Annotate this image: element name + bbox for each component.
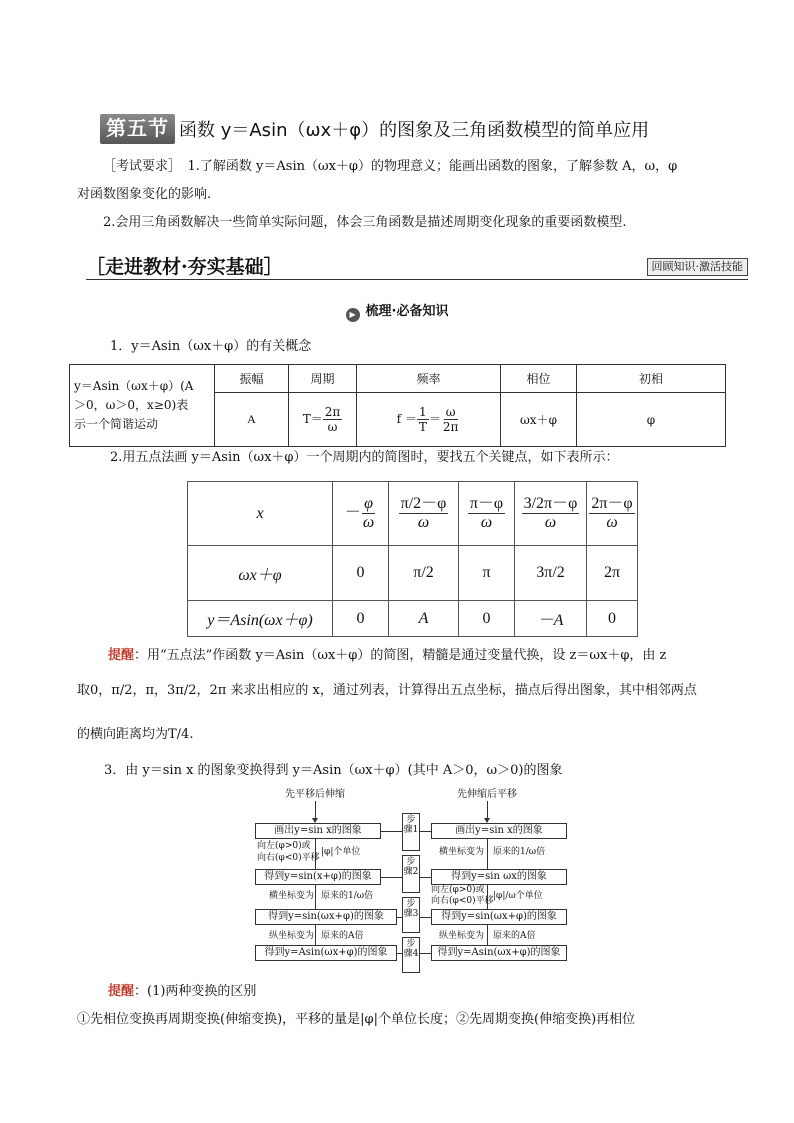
left-note: 向右(φ<0)平移 <box>257 853 320 863</box>
x-value-denominator: ω <box>606 514 618 531</box>
freq-numerator: ω <box>445 405 456 419</box>
hint-2-line-2: ①先相位变换再周期变换(伸缩变换)，平移的量是|φ|个单位长度；②先周期变换(伸缩变换)再相位 <box>77 1012 636 1027</box>
header-amplitude: 振幅 <box>215 365 289 393</box>
x-value-denominator: ω <box>544 514 557 531</box>
left-box: 画出y=sin x的图象 <box>255 823 381 839</box>
connector-line <box>420 953 431 954</box>
x-value <box>515 482 587 546</box>
phase-cell: π/2 <box>389 546 459 601</box>
arrow-line <box>315 801 316 819</box>
banner-title: ［走进教材·夯实基础］ <box>86 256 283 278</box>
row-label-phase: ωx＋φ <box>188 546 333 601</box>
amplitude-value: A <box>215 393 289 447</box>
hint-1-line-2: 取0，π/2，π，3π/2，2π 来求出相应的 x，通过列表，计算得出五点坐标，描点后得出图象，其中相邻两点 <box>77 683 697 698</box>
y-cell: A <box>389 601 459 637</box>
x-value-numerator: φ <box>364 495 373 512</box>
play-icon: ▶ <box>346 308 360 322</box>
banner-tag: 回顾知识·激活技能 <box>647 258 749 276</box>
right-note: 横坐标变为 <box>439 847 485 857</box>
freq-numerator: 1 <box>419 405 427 419</box>
item-1: 1．y＝Asin（ωx＋φ）的有关概念 <box>110 339 312 354</box>
y-cell: －A <box>515 601 587 637</box>
phase-cell: 3π/2 <box>515 546 587 601</box>
connector-line <box>420 877 431 878</box>
frequency-value <box>357 393 501 447</box>
period-prefix: T＝ <box>302 412 323 426</box>
right-note: 纵坐标变为 <box>439 931 485 941</box>
phase-cell: 0 <box>333 546 389 601</box>
left-note: 原来的A倍 <box>321 931 364 941</box>
requirement-line-1: ［考试要求］ 1.了解函数 y＝Asin（ωx＋φ）的物理意义；能画出函数的图象，了解参数 A，ω，φ <box>103 159 678 174</box>
header-frequency: 频率 <box>357 365 501 393</box>
freq-prefix: f ＝ <box>396 412 417 426</box>
y-cell: 0 <box>333 601 389 637</box>
five-point-table <box>187 481 638 637</box>
left-note: 向左(φ>0)或 <box>257 841 311 851</box>
transform-flow-diagram <box>255 787 567 975</box>
header-period: 周期 <box>289 365 357 393</box>
left-note: 纵坐标变为 <box>269 931 315 941</box>
arrow-line <box>315 925 316 945</box>
connector-line <box>381 877 402 878</box>
requirement-line-3: 2.会用三角函数解决一些简单实际问题，体会三角函数是描述周期变化现象的重要函数模型. <box>103 215 627 230</box>
right-note: |φ|/ω个单位 <box>493 891 543 901</box>
right-note: 向左(φ>0)或 <box>431 885 485 895</box>
section-header <box>100 112 649 146</box>
x-value-numerator: π－φ <box>469 495 504 512</box>
right-box: 得到y=Asin(ωx+φ)的图象 <box>431 945 567 961</box>
right-note: 原来的1/ω倍 <box>493 847 546 857</box>
section-banner <box>86 252 748 280</box>
right-box: 得到y=sin ωx的图象 <box>431 869 567 885</box>
initial-phase-value: φ <box>577 393 726 447</box>
requirement-line-2: 对函数图象变化的影响. <box>77 187 212 202</box>
freq-denominator: T <box>418 420 427 434</box>
arrow-line <box>487 925 488 945</box>
step-label: 步骤3 <box>402 897 420 933</box>
phase-value: ωx＋φ <box>501 393 577 447</box>
right-column-head: 先伸缩后平移 <box>457 789 517 800</box>
phase-cell: π <box>459 546 515 601</box>
connector-line <box>381 831 402 832</box>
connector-line <box>420 831 431 832</box>
item-3: 3．由 y＝sin x 的图象变换得到 y＝Asin（ωx＋φ）(其中 A＞0，ω＞0)的图象 <box>104 763 563 778</box>
section-title: 函数 y＝Asin（ωx＋φ）的图象及三角函数模型的简单应用 <box>179 120 650 141</box>
concept-desc <box>70 365 215 447</box>
right-box: 得到y=sin(ωx+φ)的图象 <box>431 909 567 925</box>
hint-1-line-1 <box>108 647 666 665</box>
header-initial-phase: 初相 <box>577 365 726 393</box>
step-label: 步骤1 <box>402 813 420 851</box>
left-box: 得到y=sin(ωx+φ)的图象 <box>255 909 397 925</box>
section-badge: 第五节 <box>100 114 175 144</box>
subhead-text: 梳理·必备知识 <box>365 304 449 319</box>
period-numerator: 2π <box>324 405 341 419</box>
x-value-denominator: ω <box>362 514 375 531</box>
hint-label: 提醒 <box>108 984 135 999</box>
x-value <box>389 482 459 546</box>
x-value <box>459 482 515 546</box>
header-phase: 相位 <box>501 365 577 393</box>
left-note: 横坐标变为 <box>269 891 315 901</box>
x-value-denominator: ω <box>417 514 430 531</box>
connector-line <box>397 917 402 918</box>
right-note: 向右(φ<0)平移 <box>431 896 494 906</box>
x-value-numerator: π/2－φ <box>400 495 447 512</box>
right-box: 画出y=sin x的图象 <box>431 823 567 839</box>
x-value-numerator: 3/2π－φ <box>523 495 578 512</box>
concept-desc-line: y＝Asin（ωx＋φ）(A <box>74 379 194 393</box>
x-value <box>333 482 389 546</box>
x-value-numerator: 2π－φ <box>591 495 633 512</box>
left-note: 原来的1/ω倍 <box>321 891 374 901</box>
arrow-line <box>487 839 488 869</box>
y-cell: 0 <box>587 601 638 637</box>
concept-desc-line: 示一个简谐运动 <box>74 417 159 431</box>
concept-desc-line: ＞0，ω＞0，x≥0)表 <box>74 398 189 412</box>
y-cell: 0 <box>459 601 515 637</box>
left-column-head: 先平移后伸缩 <box>285 789 345 800</box>
item-2: 2.用五点法画 y＝Asin（ωx＋φ）一个周期内的简图时，要找五个关键点，如下表所示： <box>110 450 619 465</box>
concept-table <box>69 364 726 447</box>
left-note: |φ|个单位 <box>321 847 361 857</box>
arrow-line <box>487 801 488 819</box>
hint-2-text: ：(1)两种变换的区别 <box>134 984 257 999</box>
subhead <box>0 300 794 322</box>
connector-line <box>397 953 402 954</box>
row-label-y: y＝Asin(ωx＋φ) <box>188 601 333 637</box>
phase-cell: 2π <box>587 546 638 601</box>
x-value-prefix: － <box>344 504 361 522</box>
hint-2-line-1 <box>108 983 256 1001</box>
step-label: 步骤4 <box>402 937 420 973</box>
hint-1-line-3: 的横向距离均为T/4. <box>77 727 194 742</box>
hint-label: 提醒 <box>108 648 135 663</box>
connector-line <box>420 917 431 918</box>
freq-equals: ＝ <box>428 412 441 426</box>
left-box: 得到y=Asin(ωx+φ)的图象 <box>255 945 397 961</box>
freq-denominator: 2π <box>442 420 459 434</box>
x-value-denominator: ω <box>480 514 493 531</box>
right-note: 原来的A倍 <box>493 931 536 941</box>
left-box: 得到y=sin(x+φ)的图象 <box>255 869 381 885</box>
step-label: 步骤2 <box>402 855 420 893</box>
arrow-line <box>315 885 316 909</box>
row-label-x: x <box>188 482 333 546</box>
hint-1-text: ：用“五点法”作函数 y＝Asin（ωx＋φ）的简图，精髓是通过变量代换，设 z＝ωx＋φ，由 z <box>134 648 667 663</box>
x-value <box>587 482 638 546</box>
period-denominator: ω <box>327 420 338 434</box>
period-value <box>289 393 357 447</box>
